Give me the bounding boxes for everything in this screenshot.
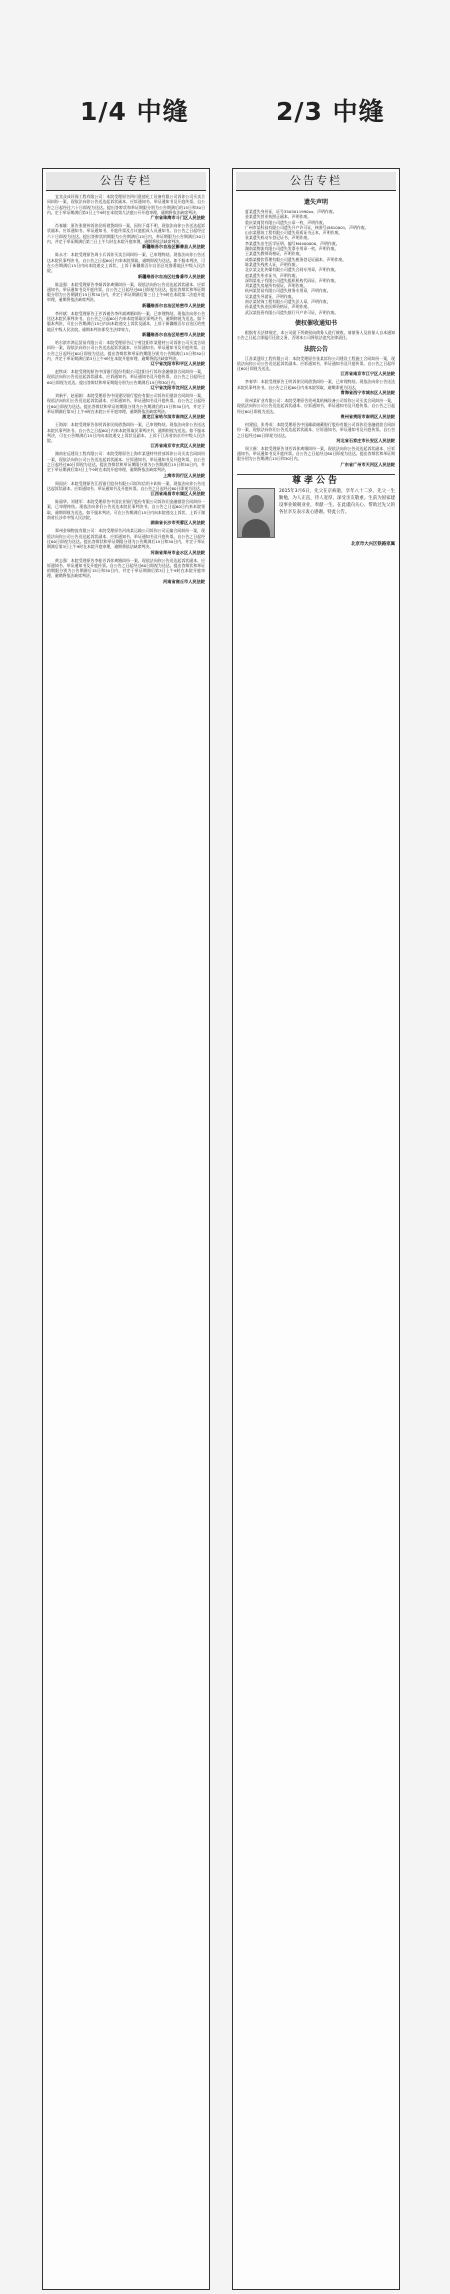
right-column-header: 公告专栏 [236,172,396,191]
court-notice-item [237,422,395,444]
debt-notice-body: 根据有关法律规定，本公司就下列债权向债务人进行催收，请债务人及担保人自本通知公告之日起立即履行还款义务，否则本公司将依法追究法律责任。 [237,329,395,341]
loss-item: 张某遗失机动车登记证书，声明作废。 [245,235,312,241]
notice-body: 陈益强：本院受理原告李娟诉你离婚纠纷一案，现依法向你公告送达起诉状副本、应诉通知书、举证通知书及开庭传票。自公告之日起经过60日即视为送达。提出答辩状和举证期限分别为公告期满后15日和30日内，并定于举证期满后第三日上午9时在本院第二法庭开庭审理，逾期将依法缺席判决。 [47,281,205,303]
loss-item: 李某遗失出生医学证明，编号M4400000，声明作废。 [245,240,340,246]
notice-signature: 辽宁省沈阳市沈河区人民法院 [150,385,205,391]
notice-signature: 新疆维吾尔自治区鄯善县人民法院 [142,244,205,250]
loss-item: 赵某遗失毕业证书，声明作废。 [245,272,300,278]
notice-item [47,223,205,250]
notice-body: 陈丽华、刘建军：本院受理原告中国农业银行股份有限公司诉你们金融借款合同纠纷一案，已审理终结。现依法向你们公告送达本院民事判决书。自公告之日起60日内来本院领取，逾期即视为送达。如不服本判决，可在公告期满后15日内向本院递交上诉状，上诉于湖南省长沙市中级人民法院。 [47,499,205,521]
notice-item [47,369,205,391]
notice-signature: 新疆维吾尔自治区哈密市人民法院 [142,331,205,337]
notice-body: 郑州金瑞物流有限公司：本院受理原告河南某运输公司诉你公司运输合同纠纷一案，现依法向你公司公告送达起诉状副本、应诉通知书、举证通知书及开庭传票。自公告之日起经过60日即视为送达。提出答辩状和举证期限分别为公告期满后15日和30日内，并定于举证期满后第3日上午9时在本院开庭审理，逾期将依法缺席判决。 [47,528,205,550]
court-notice-signature: 广东省广州市天河区人民法院 [340,461,395,467]
notice-body: 湖南宏远建设工程有限公司：本院受理原告上海市某建材经营部诉你公司买卖合同纠纷一案，现依法向你公司公告送达起诉状副本、应诉通知书、举证通知书及开庭传票。自公告之日起经过60日即视为送达。提出答辩状和举证期限分别为公告期满后15日和30日内，并定于举证期满后第3日上午9时在本院开庭审理，逾期将依法缺席判决。 [47,451,205,473]
loss-item: 湖南某物流有限公司遗失发票专用章一枚，声明作废。 [245,246,339,252]
loss-item: 孙某遗失执业医师资格证，声明作废。 [245,304,312,310]
notice-item [47,194,205,221]
loss-item: 吴某遗失导游证，声明作废。 [245,293,296,299]
loss-item: 武汉某投资有限公司遗失银行开户许可证，声明作废。 [245,309,339,315]
court-notice-body: 周立新：本院受理原告刘芳诉你离婚纠纷一案，现依法向你公告送达起诉状副本、应诉通知书、举证通知书及开庭传票。自公告之日起经过60日即视为送达。提出答辩状和举证期限分别为公告期满后15日和30日内。 [237,445,395,462]
right-gutter-label: 2/3 中缝 [276,97,385,126]
mourning-text: 2015年3月6日，先父在京病逝，享年八十二岁。先父一生勤勉，为人正直，待人宽厚，深受亲友敬重。生前为国家建设事业兢兢业业，奉献一生。在此谨向关心、帮助过先父的各位亲友表示衷心感谢。特此公告。 [279,488,395,515]
court-notice-signature: 河北省石家庄市长安区人民法院 [336,437,395,443]
notice-item [47,499,205,526]
court-notice-item [237,356,395,378]
left-gutter-label: 1/4 中缝 [80,97,189,126]
notice-item [47,282,205,309]
loss-item: 王某遗失教师资格证，声明作废。 [245,251,304,257]
notice-signature: 黑龙江省哈尔滨市南岗区人民法院 [142,414,205,420]
court-notice-signature: 青海省西宁市城东区人民法院 [340,390,395,396]
loss-item: 山东某建筑工程有限公司遗失资质证书正本，声明作废。 [245,230,343,236]
court-notice-item [237,446,395,468]
notice-signature: 新疆维吾尔自治区哈密市人民法院 [142,302,205,308]
mourning-title: 尊孝公告 [291,475,340,486]
left-column-body [43,191,209,590]
notice-signature: 河南省商丘市人民法院 [163,578,205,584]
court-notice-body: 贵州某矿业有限公司：本院受理原告贵州某机械设备公司诉你公司买卖合同纠纷一案，现依法向你公司公告送达起诉状副本、应诉通知书、举证通知书及开庭传票。自公告之日起经过60日即视为送达。 [237,398,395,414]
notice-signature: 上海市闵行区人民法院 [163,472,205,478]
notice-item [47,311,205,338]
court-notice-list [237,356,395,468]
loss-item: 广州市某科技有限公司遗失开户许可证，核准号J5810001，声明作废。 [245,224,369,230]
court-notice-body: 李春华：本院受理原告王明诉你民间借贷纠纷一案，已审理终结。现依法向你公告送达本院民事判决书。自公告之日起60日内来本院领取，逾期即视为送达。 [237,379,395,390]
notice-body: 哈尔滨市鸿运贸易有限公司：本院受理原告辽宁省沈阳市某建材公司诉你公司买卖合同纠纷一案，现依法向你公司公告送达起诉状副本、应诉通知书、举证通知书及开庭传票。自公告之日起经过60日即视为送达。提出答辩状和举证的期限分别为公告期满后15日和30日内，并定于举证期满后第3日上午9时在本院开庭审理，逾期将依法缺席判决。 [47,339,205,361]
right-notice-column [232,168,400,2290]
notice-body: 周国庆：本院受理原告江西银行股份有限公司诉你信用卡纠纷一案，现依法向你公告送达起诉状副本、应诉通知书、举证通知书及开庭传票。自公告之日起经过60日即视为送达。 [47,480,205,491]
notice-item [47,451,205,478]
notice-body: 宜宾众成环保工程有限公司：本院受理原告四川贤徳化工设备有限公司诉你公司买卖合同纠纷一案，现依法向你公告送达起诉状副本、应诉通知书、举证通知书及开庭传票。自公告之日起经过六十日即视为送达。提出答辩状和举证期限分别为公告期满后的15日和30日内。定于举证期满后第3日上午9时在本院第九法庭公开开庭审理，逾期将依法缺席判决。 [47,194,205,215]
mourning-notice [237,474,395,548]
loss-list [237,209,395,315]
notice-item [47,340,205,367]
court-section-title: 法院公告 [303,345,328,353]
notice-item [47,481,205,498]
portrait-photo [237,488,275,538]
court-notice-body: 何建国、张秀英：本院受理原告中国邮政储蓄银行股份有限公司诉你们金融借款合同纠纷一案，现依法向你们公告送达起诉状副本、应诉通知书、举证通知书及开庭传票。自公告之日起经过60日即视为送达。 [237,421,395,438]
notice-body: 赵铁成：本院受理的原告中国银行股份有限公司沈阳分行诉你金融借款合同纠纷一案，现依法向你公告送达起诉状副本、应诉通知书、举证通知书及开庭传票。自公告之日起经过60日即视为送达。提出答辩状和举证期限分别为公告期满后15日和30日内。 [47,369,205,385]
notice-body: 刘新平、赵丽娟：本院受理原告中国建设银行股份有限公司诉你们借款合同纠纷一案，现依法向你们公告送达起诉状副本、应诉通知书、举证通知书及开庭传票。自公告之日起经过60日即视为送达。提出答辩状和举证的期限分别为公告期满后的15日和30日内，并定于举证期满后第3日上午9时在本院公开开庭审理，逾期将依法缺席判决。 [47,393,205,414]
notice-body: 王海涛：本院受理原告张明诉你民间借贷纠纷一案，已审理终结。现依法向你公告送达本院民事判决书。自公告之日起60日内来本院领取民事判决书，逾期则视为送达。如不服本判决，可在公告期满后15日内向本院递交上诉状及副本，上诉于江苏省南京市中级人民法院。 [47,422,205,444]
court-notice-signature: 贵州省贵阳市南明区人民法院 [340,413,395,419]
left-column-header: 公告专栏 [46,172,206,191]
notice-body: 黄志强：本院受理原告李桂芳诉你离婚纠纷一案，现依法向你公告送达起诉状副本、应诉通知书、举证通知书及开庭传票。自公告之日起经过60日即视为送达。提出答辩状和举证的期限分别为公告期满后15日和30日内，并定于举证期满后第3日上午9时在本院开庭审理，逾期将依法缺席判决。 [47,557,205,579]
loss-section-title: 遗失声明 [303,199,328,206]
mourning-signature: 北京市大兴区铁路家属 [351,541,395,547]
notice-signature: 新疆维吾尔自治区吐鲁番市人民法院 [137,273,205,279]
notice-signature: 辽宁省沈阳市和平区人民法院 [150,361,205,367]
court-notice-signature: 江苏省南京市江宁区人民法院 [340,371,395,377]
court-notice-item [237,379,395,396]
notice-item [47,252,205,279]
notice-item [47,528,205,555]
loss-item: 重庆某商贸有限公司遗失公章一枚，声明作废。 [245,219,327,225]
loss-item: 刘某遗失房屋所有权证，声明作废。 [245,283,308,289]
loss-item: 北京某文化传媒有限公司遗失合同专用章，声明作废。 [245,267,339,273]
loss-item: 夏某遗失身份证，证号3505011990xx，声明作废。 [245,209,337,214]
loss-item: 杭州某贸易有限公司遗失财务专用章，声明作废。 [245,288,331,294]
right-column-body [233,191,399,550]
loss-item: 南京某装饰工程有限公司遗失法人章，声明作废。 [245,299,331,305]
notice-item [47,422,205,449]
notice-item [47,558,205,585]
loss-item: 陈某遗失残疾人证，声明作废。 [245,261,300,267]
notice-body: 李传斌：本院受理原告王芳诉被告李传斌离婚纠纷一案，已审理终结。现依法向你公告送达本院民事判决书。自公告之日起60日内来本院领取民事判决书，逾期则视为送达。如不服本判决，可在公告期满后15日内向本院递交上诉状及副本，上诉于新疆维吾尔自治区哈密地区中级人民法院。逾期本判决即发生法律效力。 [47,310,205,332]
loss-item: 金某遗失营业执照正副本，声明作废。 [245,214,312,220]
notice-item [47,393,205,420]
notice-signature: 河南省郑州市金水区人民法院 [150,549,205,555]
court-notice-body: 江苏某建设工程有限公司：本院受理原告张某诉你公司建设工程施工合同纠纷一案，现依法向你公司公告送达起诉状副本、应诉通知书、举证通知书及开庭传票。自公告之日起经过60日即视为送达。 [237,355,395,372]
notice-signature: 广东省珠海市斗门区人民法院 [150,215,205,221]
notice-signature: 江西省南昌市东湖区人民法院 [150,491,205,497]
notice-body: 陈永才：本院受理原告周小兵诉你买卖合同纠纷一案，已审理终结。现依法向你公告送达本院民事判决书。自公告之日起60日内来本院领取，逾期即视为送达。如不服本判决，可在公告期满后15日内向本院递交上诉状，上诉于新疆维吾尔自治区吐鲁番地区中级人民法院。 [47,252,205,274]
left-notice-column [42,168,210,2290]
loss-item: 深圳某电子有限公司遗失组织机构代码证，声明作废。 [245,277,339,283]
loss-item: 成都某餐饮管理有限公司遗失税务登记证副本，声明作废。 [245,256,347,262]
debt-section-title: 债权催收通知书 [294,319,337,327]
court-notice-item [237,398,395,420]
notice-signature: 江苏省南京市玄武区人民法院 [150,443,205,449]
notice-body: 肖春雄：原告张建伟诉你民间借贷纠纷一案，因你下落不明，现依法向你公告送达起诉状副本、应诉通知书、举证通知书、开庭传票及合议庭组成人员通知书。自公告之日起经过六十日即视为送达。提出答辩状的期限为公告期满后15日内，举证期限为公告期满后30日内，并定于举证期满后第三日上午九时在本院开庭审理，逾期将依法缺席判决。 [47,223,205,245]
notice-signature: 湖南省长沙市芙蓉区人民法院 [150,520,205,526]
